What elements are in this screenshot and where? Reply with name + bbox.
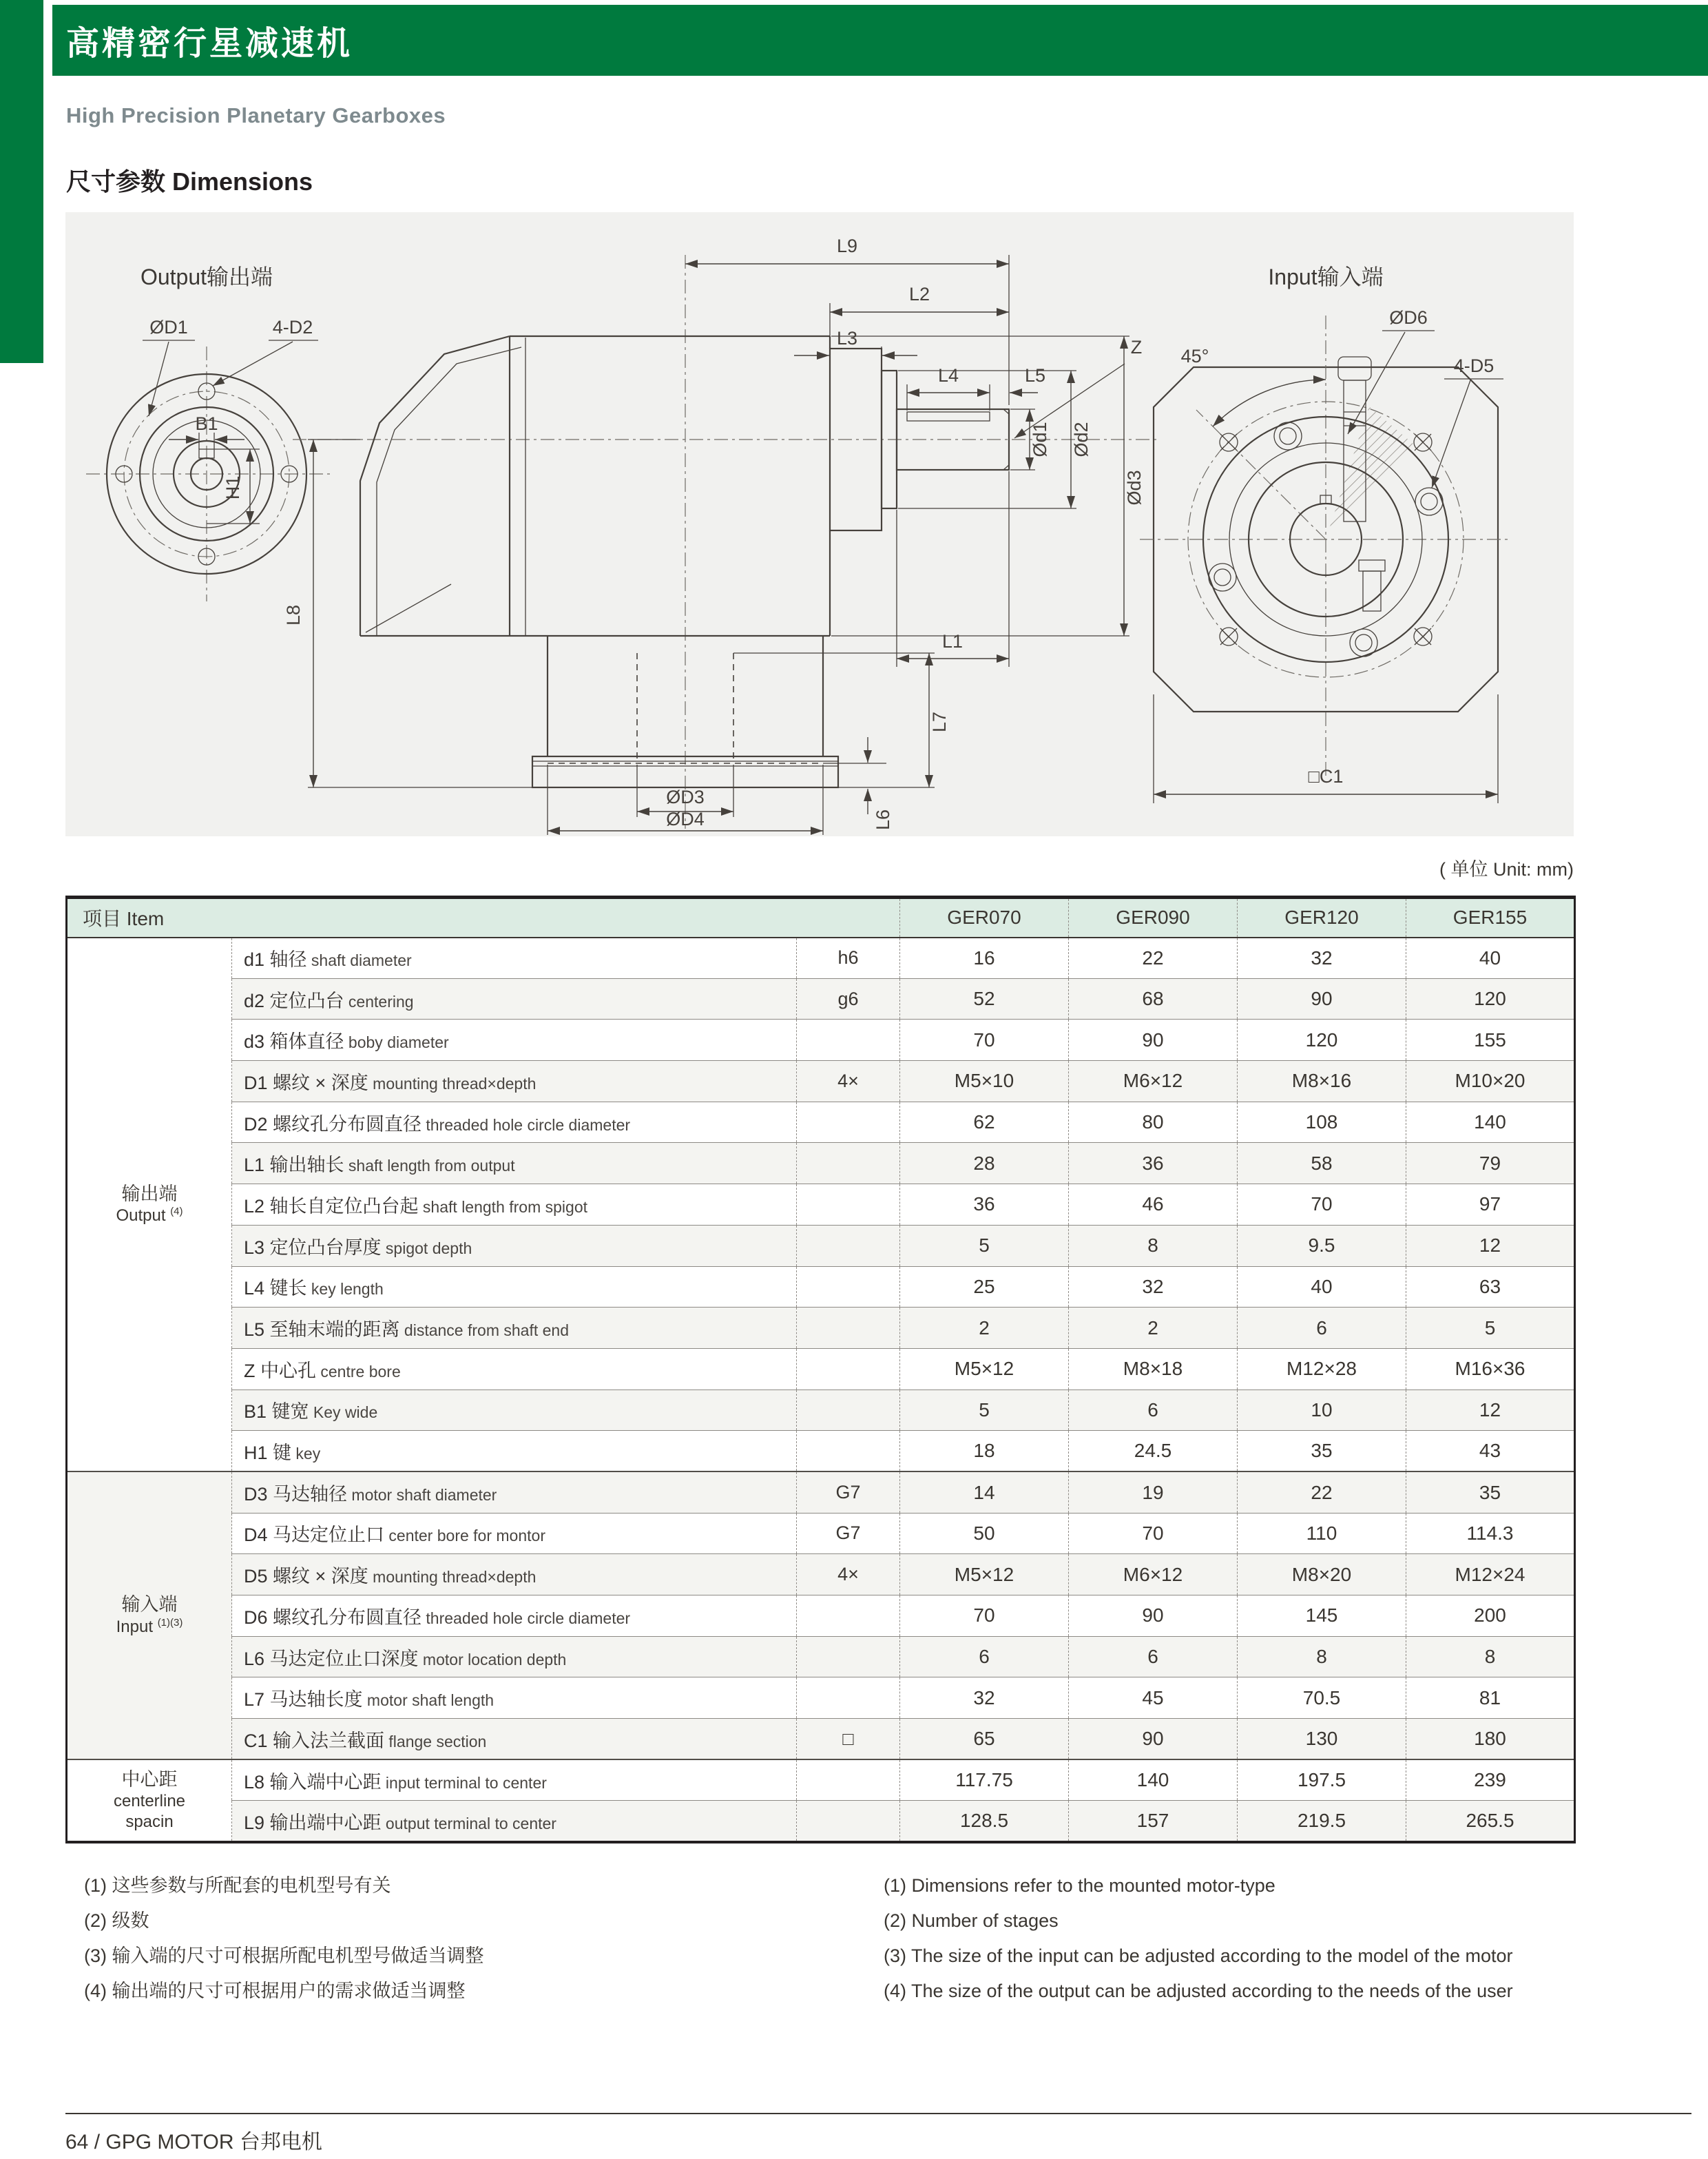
table-row bbox=[67, 1225, 1575, 1266]
row-value: 120 bbox=[1406, 978, 1575, 1020]
row-value: 140 bbox=[1406, 1102, 1575, 1143]
dimension-drawing-panel bbox=[65, 212, 1574, 836]
dim-c1: □C1 bbox=[1308, 766, 1344, 787]
row-value: 43 bbox=[1406, 1431, 1575, 1472]
output-view bbox=[86, 265, 331, 601]
row-value: 90 bbox=[1069, 1595, 1238, 1637]
row-value: 219.5 bbox=[1238, 1801, 1406, 1842]
footnote-line: (1) Dimensions refer to the mounted motor-type bbox=[884, 1875, 1275, 1896]
row-value: 25 bbox=[900, 1266, 1069, 1308]
row-value: 117.75 bbox=[900, 1759, 1069, 1801]
row-item-label: d3 箱体直径 boby diameter bbox=[232, 1020, 797, 1061]
dim-45deg: 45° bbox=[1180, 346, 1209, 366]
row-tolerance bbox=[797, 1677, 900, 1719]
row-value: 6 bbox=[900, 1636, 1069, 1677]
row-value: 70 bbox=[900, 1020, 1069, 1061]
row-tolerance bbox=[797, 1143, 900, 1184]
row-value: 12 bbox=[1406, 1390, 1575, 1431]
table-row bbox=[67, 1719, 1575, 1760]
dimensions-table bbox=[65, 896, 1576, 1843]
footnote-line: (3) The size of the input can be adjusted according to the model of the motor bbox=[884, 1945, 1513, 1966]
footnote-line: (4) 输出端的尺寸可根据用户的需求做适当调整 bbox=[84, 1981, 466, 2001]
row-value: 32 bbox=[1238, 938, 1406, 979]
row-value: 8 bbox=[1406, 1636, 1575, 1677]
footnotes-en bbox=[884, 1868, 1513, 2009]
row-value: 70.5 bbox=[1238, 1677, 1406, 1719]
dim-l7: L7 bbox=[929, 711, 950, 733]
footnote-line: (2) Number of stages bbox=[884, 1910, 1059, 1931]
table-row bbox=[67, 978, 1575, 1020]
row-value: 157 bbox=[1069, 1801, 1238, 1842]
header-item: 项目 Item bbox=[83, 908, 165, 930]
dim-l6: L6 bbox=[873, 809, 893, 831]
dim-l2: L2 bbox=[908, 284, 930, 304]
dim-sd3: Ød3 bbox=[1124, 470, 1145, 506]
row-tolerance bbox=[797, 1266, 900, 1308]
row-value: 45 bbox=[1069, 1677, 1238, 1719]
table-row bbox=[67, 1308, 1575, 1349]
table-row bbox=[67, 1061, 1575, 1102]
row-value: 16 bbox=[900, 938, 1069, 979]
output-view-title: Output输出端 bbox=[140, 265, 273, 289]
row-value: 239 bbox=[1406, 1759, 1575, 1801]
page-header bbox=[52, 5, 1708, 76]
row-value: M10×20 bbox=[1406, 1061, 1575, 1102]
dim-l3: L3 bbox=[836, 328, 858, 349]
row-value: 9.5 bbox=[1238, 1225, 1406, 1266]
row-item-label: d2 定位凸台 centering bbox=[232, 978, 797, 1020]
row-value: 35 bbox=[1406, 1471, 1575, 1513]
row-value: 5 bbox=[1406, 1308, 1575, 1349]
table-row bbox=[67, 1266, 1575, 1308]
row-value: 5 bbox=[900, 1390, 1069, 1431]
row-value: 2 bbox=[1069, 1308, 1238, 1349]
row-item-label: L2 轴长自定位凸台起 shaft length from spigot bbox=[232, 1184, 797, 1226]
row-value: 58 bbox=[1238, 1143, 1406, 1184]
row-item-label: L5 至轴末端的距离 distance from shaft end bbox=[232, 1308, 797, 1349]
table-row bbox=[67, 1390, 1575, 1431]
row-value: M8×16 bbox=[1238, 1061, 1406, 1102]
footnote-line: (4) The size of the output can be adjusted according to the needs of the user bbox=[884, 1981, 1513, 2001]
row-item-label: d1 轴径 shaft diameter bbox=[232, 938, 797, 979]
group-label: 输出端 Output $^{(4)}$ bbox=[116, 1183, 183, 1226]
row-value: 36 bbox=[900, 1184, 1069, 1226]
row-item-label: B1 键宽 Key wide bbox=[232, 1390, 797, 1431]
row-value: 140 bbox=[1069, 1759, 1238, 1801]
row-tolerance: □ bbox=[797, 1719, 900, 1760]
row-value: 52 bbox=[900, 978, 1069, 1020]
row-tolerance bbox=[797, 1636, 900, 1677]
row-value: 114.3 bbox=[1406, 1513, 1575, 1554]
row-value: 97 bbox=[1406, 1184, 1575, 1226]
row-value: M5×10 bbox=[900, 1061, 1069, 1102]
row-value: M12×28 bbox=[1238, 1348, 1406, 1390]
row-item-label: L3 定位凸台厚度 spigot depth bbox=[232, 1225, 797, 1266]
section-title: 尺寸参数 Dimensions bbox=[66, 167, 313, 196]
row-value: 35 bbox=[1238, 1431, 1406, 1472]
row-value: 8 bbox=[1069, 1225, 1238, 1266]
row-value: 8 bbox=[1238, 1636, 1406, 1677]
row-value: M8×20 bbox=[1238, 1554, 1406, 1595]
dim-sd2: Ød2 bbox=[1071, 422, 1092, 457]
row-value: 46 bbox=[1069, 1184, 1238, 1226]
row-value: 120 bbox=[1238, 1020, 1406, 1061]
row-item-label: Z 中心孔 centre bore bbox=[232, 1348, 797, 1390]
table-row bbox=[67, 938, 1575, 979]
row-value: 90 bbox=[1238, 978, 1406, 1020]
row-tolerance bbox=[797, 1801, 900, 1842]
row-value: 10 bbox=[1238, 1390, 1406, 1431]
dim-l1: L1 bbox=[941, 631, 964, 652]
dim-od3: ØD3 bbox=[666, 787, 705, 807]
row-value: 28 bbox=[900, 1143, 1069, 1184]
dim-l9: L9 bbox=[836, 236, 858, 256]
dim-od6: ØD6 bbox=[1389, 307, 1428, 328]
dim-4d2: 4-D2 bbox=[272, 317, 313, 338]
header-model-ger090: GER090 bbox=[1069, 898, 1238, 938]
row-value: M16×36 bbox=[1406, 1348, 1575, 1390]
row-value: M6×12 bbox=[1069, 1554, 1238, 1595]
footer-divider bbox=[65, 2113, 1691, 2114]
row-value: 128.5 bbox=[900, 1801, 1069, 1842]
row-value: 68 bbox=[1069, 978, 1238, 1020]
row-tolerance: G7 bbox=[797, 1471, 900, 1513]
table-row bbox=[67, 1513, 1575, 1554]
row-value: 22 bbox=[1238, 1471, 1406, 1513]
dimensions-table-body bbox=[67, 938, 1575, 1842]
row-value: 80 bbox=[1069, 1102, 1238, 1143]
page-title-en: High Precision Planetary Gearboxes bbox=[66, 103, 446, 127]
row-value: 70 bbox=[900, 1595, 1069, 1637]
row-tolerance bbox=[797, 1184, 900, 1226]
row-item-label: D4 马达定位止口 center bore for montor bbox=[232, 1513, 797, 1554]
footnotes-zh bbox=[84, 1868, 484, 2009]
row-value: 32 bbox=[900, 1677, 1069, 1719]
row-value: 6 bbox=[1069, 1636, 1238, 1677]
row-tolerance bbox=[797, 1431, 900, 1472]
dim-sd1: Ød1 bbox=[1030, 422, 1050, 457]
row-value: 197.5 bbox=[1238, 1759, 1406, 1801]
row-value: 6 bbox=[1238, 1308, 1406, 1349]
row-value: 40 bbox=[1406, 938, 1575, 979]
row-value: 79 bbox=[1406, 1143, 1575, 1184]
table-row bbox=[67, 1020, 1575, 1061]
dim-z: Z bbox=[1130, 337, 1143, 358]
dim-od4: ØD4 bbox=[666, 809, 705, 829]
row-tolerance bbox=[797, 1308, 900, 1349]
table-row bbox=[67, 1471, 1575, 1513]
row-value: M5×12 bbox=[900, 1554, 1069, 1595]
row-item-label: L8 输入端中心距 input terminal to center bbox=[232, 1759, 797, 1801]
row-value: 50 bbox=[900, 1513, 1069, 1554]
row-value: 200 bbox=[1406, 1595, 1575, 1637]
row-value: 12 bbox=[1406, 1225, 1575, 1266]
row-value: 62 bbox=[900, 1102, 1069, 1143]
row-value: 32 bbox=[1069, 1266, 1238, 1308]
row-value: 110 bbox=[1238, 1513, 1406, 1554]
row-value: 22 bbox=[1069, 938, 1238, 979]
row-value: 65 bbox=[900, 1719, 1069, 1760]
row-tolerance: 4× bbox=[797, 1061, 900, 1102]
row-value: 36 bbox=[1069, 1143, 1238, 1184]
header-model-ger155: GER155 bbox=[1406, 898, 1575, 938]
row-item-label: D3 马达轴径 motor shaft diameter bbox=[232, 1471, 797, 1513]
row-value: 18 bbox=[900, 1431, 1069, 1472]
row-tolerance bbox=[797, 1102, 900, 1143]
row-tolerance: h6 bbox=[797, 938, 900, 979]
row-value: 265.5 bbox=[1406, 1801, 1575, 1842]
row-item-label: L1 输出轴长 shaft length from output bbox=[232, 1143, 797, 1184]
row-value: 81 bbox=[1406, 1677, 1575, 1719]
row-value: 108 bbox=[1238, 1102, 1406, 1143]
row-tolerance bbox=[797, 1225, 900, 1266]
row-item-label: D6 螺纹孔分布圆直径 threaded hole circle diameter bbox=[232, 1595, 797, 1637]
dim-l8: L8 bbox=[283, 604, 304, 626]
table-row bbox=[67, 1636, 1575, 1677]
group-label: 输入端 Input $^{(1)(3)}$ bbox=[116, 1594, 183, 1637]
header-model-ger070: GER070 bbox=[900, 898, 1069, 938]
row-item-label: D5 螺纹 × 深度 mounting thread×depth bbox=[232, 1554, 797, 1595]
footer-page-label: 64 / GPG MOTOR 台邦电机 bbox=[65, 2131, 322, 2153]
table-row bbox=[67, 1431, 1575, 1472]
row-value: M8×18 bbox=[1069, 1348, 1238, 1390]
dim-h1: H1 bbox=[222, 475, 243, 500]
footnote-line: (1) 这些参数与所配套的电机型号有关 bbox=[84, 1875, 391, 1896]
side-view bbox=[283, 236, 1157, 835]
row-tolerance: G7 bbox=[797, 1513, 900, 1554]
table-row bbox=[67, 1554, 1575, 1595]
row-item-label: L9 输出端中心距 output terminal to center bbox=[232, 1801, 797, 1842]
header-model-ger120: GER120 bbox=[1238, 898, 1406, 938]
row-value: 90 bbox=[1069, 1719, 1238, 1760]
footnote-line: (2) 级数 bbox=[84, 1910, 149, 1931]
row-item-label: L4 键长 key length bbox=[232, 1266, 797, 1308]
row-value: M12×24 bbox=[1406, 1554, 1575, 1595]
page-title-zh: 高精密行星减速机 bbox=[66, 25, 353, 62]
row-item-label: L7 马达轴长度 motor shaft length bbox=[232, 1677, 797, 1719]
table-header-row bbox=[67, 898, 1575, 938]
row-item-label: C1 输入法兰截面 flange section bbox=[232, 1719, 797, 1760]
unit-note: ( 单位 Unit: mm) bbox=[1439, 859, 1574, 880]
input-view bbox=[1140, 265, 1512, 803]
row-value: 90 bbox=[1069, 1020, 1238, 1061]
row-value: 2 bbox=[900, 1308, 1069, 1349]
row-tolerance bbox=[797, 1020, 900, 1061]
input-view-title: Input输入端 bbox=[1268, 265, 1384, 289]
dim-l5: L5 bbox=[1024, 365, 1046, 386]
row-value: 70 bbox=[1069, 1513, 1238, 1554]
row-value: 5 bbox=[900, 1225, 1069, 1266]
table-row bbox=[67, 1184, 1575, 1226]
row-tolerance bbox=[797, 1390, 900, 1431]
row-value: 155 bbox=[1406, 1020, 1575, 1061]
row-value: 6 bbox=[1069, 1390, 1238, 1431]
left-accent-bar bbox=[0, 0, 43, 363]
row-item-label: D2 螺纹孔分布圆直径 threaded hole circle diameter bbox=[232, 1102, 797, 1143]
row-value: M6×12 bbox=[1069, 1061, 1238, 1102]
table-row bbox=[67, 1677, 1575, 1719]
group-label: 中心距 centerline spacin bbox=[113, 1768, 186, 1832]
row-value: 40 bbox=[1238, 1266, 1406, 1308]
row-value: 130 bbox=[1238, 1719, 1406, 1760]
row-value: 14 bbox=[900, 1471, 1069, 1513]
row-tolerance: 4× bbox=[797, 1554, 900, 1595]
row-tolerance: g6 bbox=[797, 978, 900, 1020]
table-row bbox=[67, 1102, 1575, 1143]
footnote-line: (3) 输入端的尺寸可根据所配电机型号做适当调整 bbox=[84, 1945, 484, 1966]
row-tolerance bbox=[797, 1595, 900, 1637]
row-value: 180 bbox=[1406, 1719, 1575, 1760]
table-row bbox=[67, 1759, 1575, 1801]
row-item-label: H1 键 key bbox=[232, 1431, 797, 1472]
table-row bbox=[67, 1348, 1575, 1390]
row-value: 19 bbox=[1069, 1471, 1238, 1513]
row-item-label: D1 螺纹 × 深度 mounting thread×depth bbox=[232, 1061, 797, 1102]
row-tolerance bbox=[797, 1348, 900, 1390]
table-row bbox=[67, 1595, 1575, 1637]
row-value: 70 bbox=[1238, 1184, 1406, 1226]
gearbox-drawing bbox=[65, 212, 1574, 836]
row-value: 63 bbox=[1406, 1266, 1575, 1308]
dim-4d5: 4-D5 bbox=[1453, 355, 1494, 376]
row-value: M5×12 bbox=[900, 1348, 1069, 1390]
dim-l4: L4 bbox=[937, 365, 959, 386]
row-value: 24.5 bbox=[1069, 1431, 1238, 1472]
row-item-label: L6 马达定位止口深度 motor location depth bbox=[232, 1636, 797, 1677]
table-row bbox=[67, 1143, 1575, 1184]
row-tolerance bbox=[797, 1759, 900, 1801]
dim-od1: ØD1 bbox=[149, 317, 188, 338]
dim-b1: B1 bbox=[195, 413, 218, 434]
row-value: 145 bbox=[1238, 1595, 1406, 1637]
table-row bbox=[67, 1801, 1575, 1842]
